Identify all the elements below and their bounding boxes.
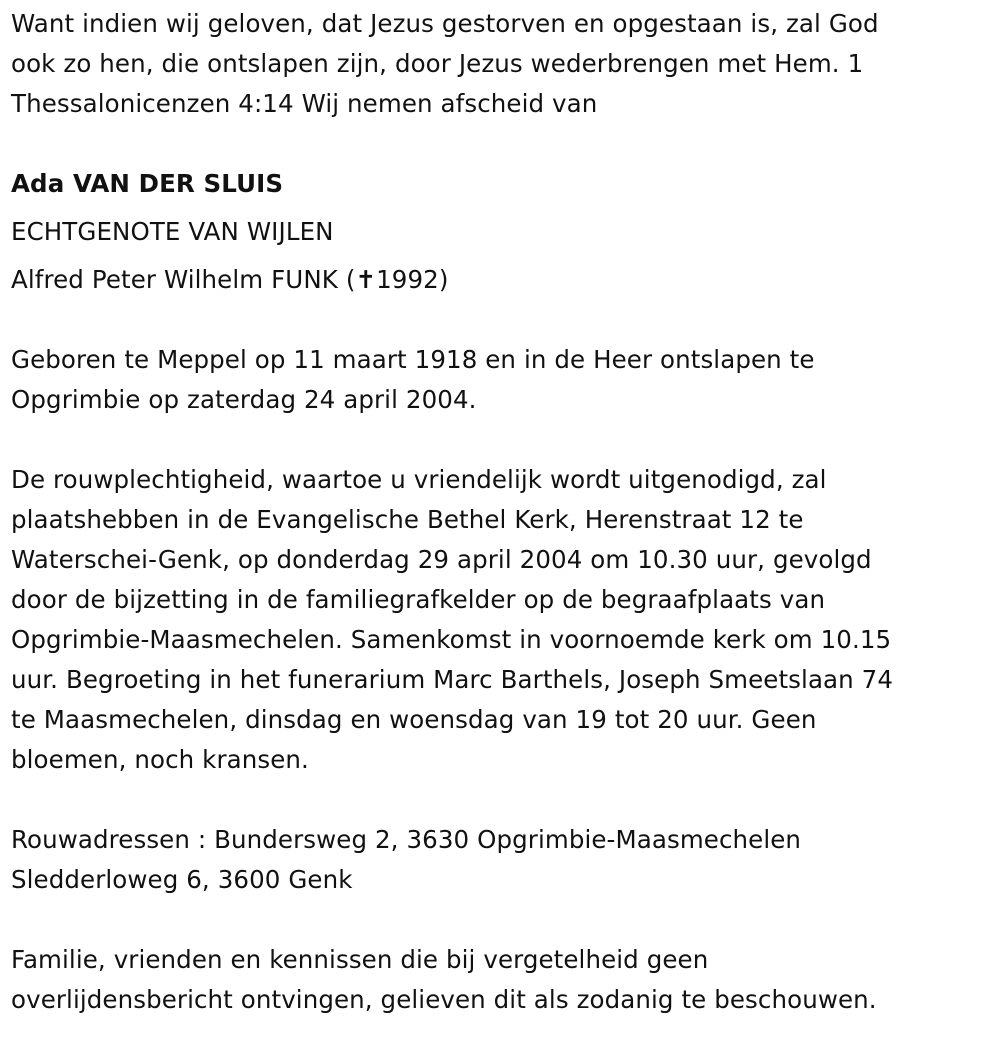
closing-line: Familie, vrienden en kennissen die bij vergetelheid geen (11, 945, 709, 974)
birth-death-line: Geboren te Meppel op 11 maart 1918 en in de Heer ontslapen te (11, 345, 815, 374)
deceased-name: Ada VAN DER SLUIS (11, 169, 284, 198)
address-line: Rouwadressen : Bundersweg 2, 3630 Opgrimbie-Maasmechelen (11, 825, 802, 854)
ceremony-line: De rouwplechtigheid, waartoe u vriendelijk wordt uitgenodigd, zal (11, 465, 827, 494)
birth-death-line: Opgrimbie op zaterdag 24 april 2004. (11, 385, 477, 414)
closing-line: overlijdensbericht ontvingen, gelieven dit als zodanig te beschouwen. (11, 985, 877, 1014)
ceremony-line: plaatshebben in de Evangelische Bethel Kerk, Herenstraat 12 te (11, 505, 804, 534)
ceremony-line: bloemen, noch kransen. (11, 745, 309, 774)
ceremony-line: door de bijzetting in de familiegrafkelder op de begraafplaats van (11, 585, 826, 614)
address-line: Sledderloweg 6, 3600 Genk (11, 865, 353, 894)
ceremony-line: te Maasmechelen, dinsdag en woensdag van 19 tot 20 uur. Geen (11, 705, 817, 734)
ceremony-line: uur. Begroeting in het funerarium Marc Barthels, Joseph Smeetslaan 74 (11, 665, 894, 694)
ceremony-line: Waterschei-Genk, op donderdag 29 april 2004 om 10.30 uur, gevolgd (11, 545, 872, 574)
deceased-spouse: Alfred Peter Wilhelm FUNK (✝1992) (11, 265, 449, 294)
ceremony-line: Opgrimbie-Maasmechelen. Samenkomst in voornoemde kerk om 10.15 (11, 625, 892, 654)
intro-line: Want indien wij geloven, dat Jezus gestorven en opgestaan is, zal God (11, 9, 879, 38)
deceased-relation: ECHTGENOTE VAN WIJLEN (11, 217, 334, 246)
intro-line: ook zo hen, die ontslapen zijn, door Jezus wederbrengen met Hem. 1 (11, 49, 864, 78)
intro-line: Thessalonicenzen 4:14 Wij nemen afscheid van (11, 89, 598, 118)
